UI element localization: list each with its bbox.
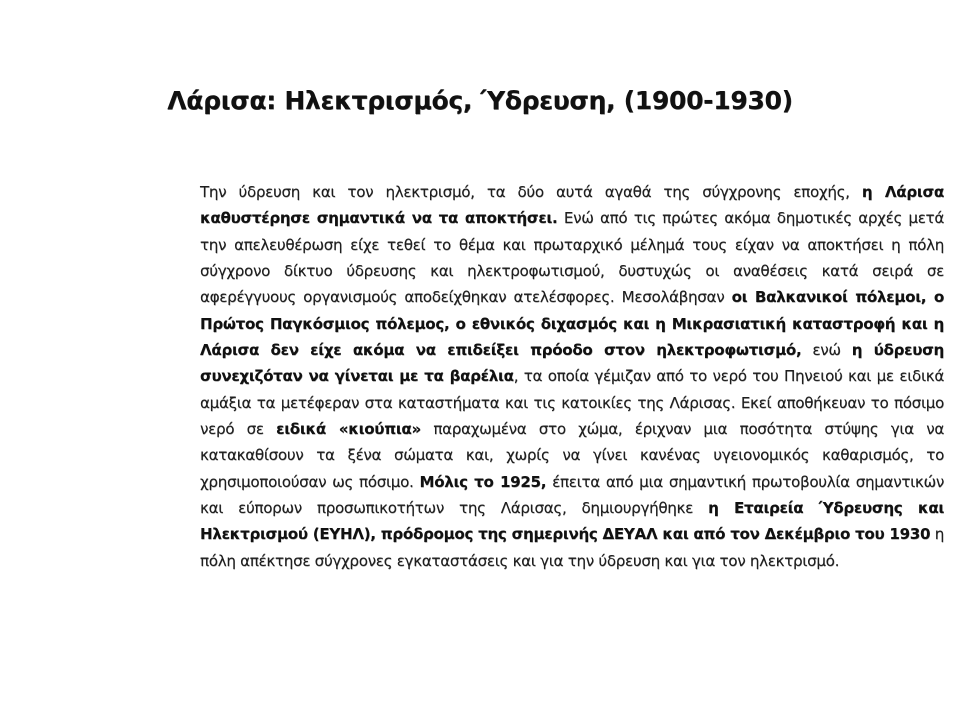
text-segment: ενώ: [801, 341, 852, 360]
text-segment: Την ύδρευση και τον ηλεκτρισμό, τα δύο αυτά αγαθά της σύγχρονης εποχής,: [200, 183, 862, 201]
text-segment: η πόλη απέκτησε σύγχρονες εγκαταστάσεις και για την ύδρευση και για τον ηλεκτρισμό.: [200, 525, 944, 570]
body-paragraph: [200, 179, 944, 574]
text-segment: , τα οποία γέμιζαν από το νερό του Πηνειού και με ειδικά αμάξια τα μετέφεραν στα καταστήματα και τις κατοικίες της Λάρισας. Εκεί αποθήκευαν το πόσιμο νερό σε: [200, 367, 944, 439]
emphasis-segment: ειδικά «κιούπια»: [276, 420, 421, 439]
text-segment: Ενώ από τις πρώτες ακόμα δημοτικές αρχές μετά την απελευθέρωση είχε τεθεί το θέμα και πρωταρχικό μέλημά τους είχαν να αποκτήσει η πόλη σύγχρονο δίκτυο ύδρευσης και ηλεκτροφωτισμού, δυστυχώς οι αναθέσεις κατά σειρά σε αφερέγγυους οργανισμούς αποδείχθηκαν ατελέσφορες. Μεσολάβησαν: [200, 209, 944, 307]
emphasis-segment: η Λάρισα καθυστέρησε σημαντικά να τα αποκτήσει.: [200, 183, 944, 228]
text-segment: παραχωμένα στο χώμα, έριχναν μια ποσότητα στύψης για να κατακαθίσουν τα ξένα σώματα και, χωρίς να γίνει κανένας υγειονομικός καθαρισμός, το χρησιμοποιούσαν ως πόσιμο.: [200, 420, 944, 491]
slide-title: Λάρισα: Ηλεκτρισμός, Ύδρευση, (1900-1930): [167, 86, 793, 115]
emphasis-segment: η ύδρευση συνεχιζόταν να γίνεται με τα βαρέλια: [200, 341, 945, 386]
emphasis-segment: οι Βαλκανικοί πόλεμοι, ο Πρώτος Παγκόσμιος πόλεμος, ο εθνικός διχασμός και η Μικρασιατική καταστροφή και η Λάρισα δεν είχε ακόμα να επιδείξει πρόοδο στον ηλεκτροφωτισμό,: [200, 288, 944, 360]
emphasis-segment: Μόλις το 1925,: [419, 472, 547, 491]
text-segment: έπειτα από μια σημαντική πρωτοβουλία σημαντικών και εύπορων προσωπικοτήτων της Λάρισας, δημιουργήθηκε: [200, 472, 944, 518]
emphasis-segment: η Εταιρεία Ύδρευσης και Ηλεκτρισμού (ΕΥΗΛ), πρόδρομος της σημερινής ΔΕΥΑΛ και από τον Δεκέμβριο του 1930: [200, 499, 944, 544]
